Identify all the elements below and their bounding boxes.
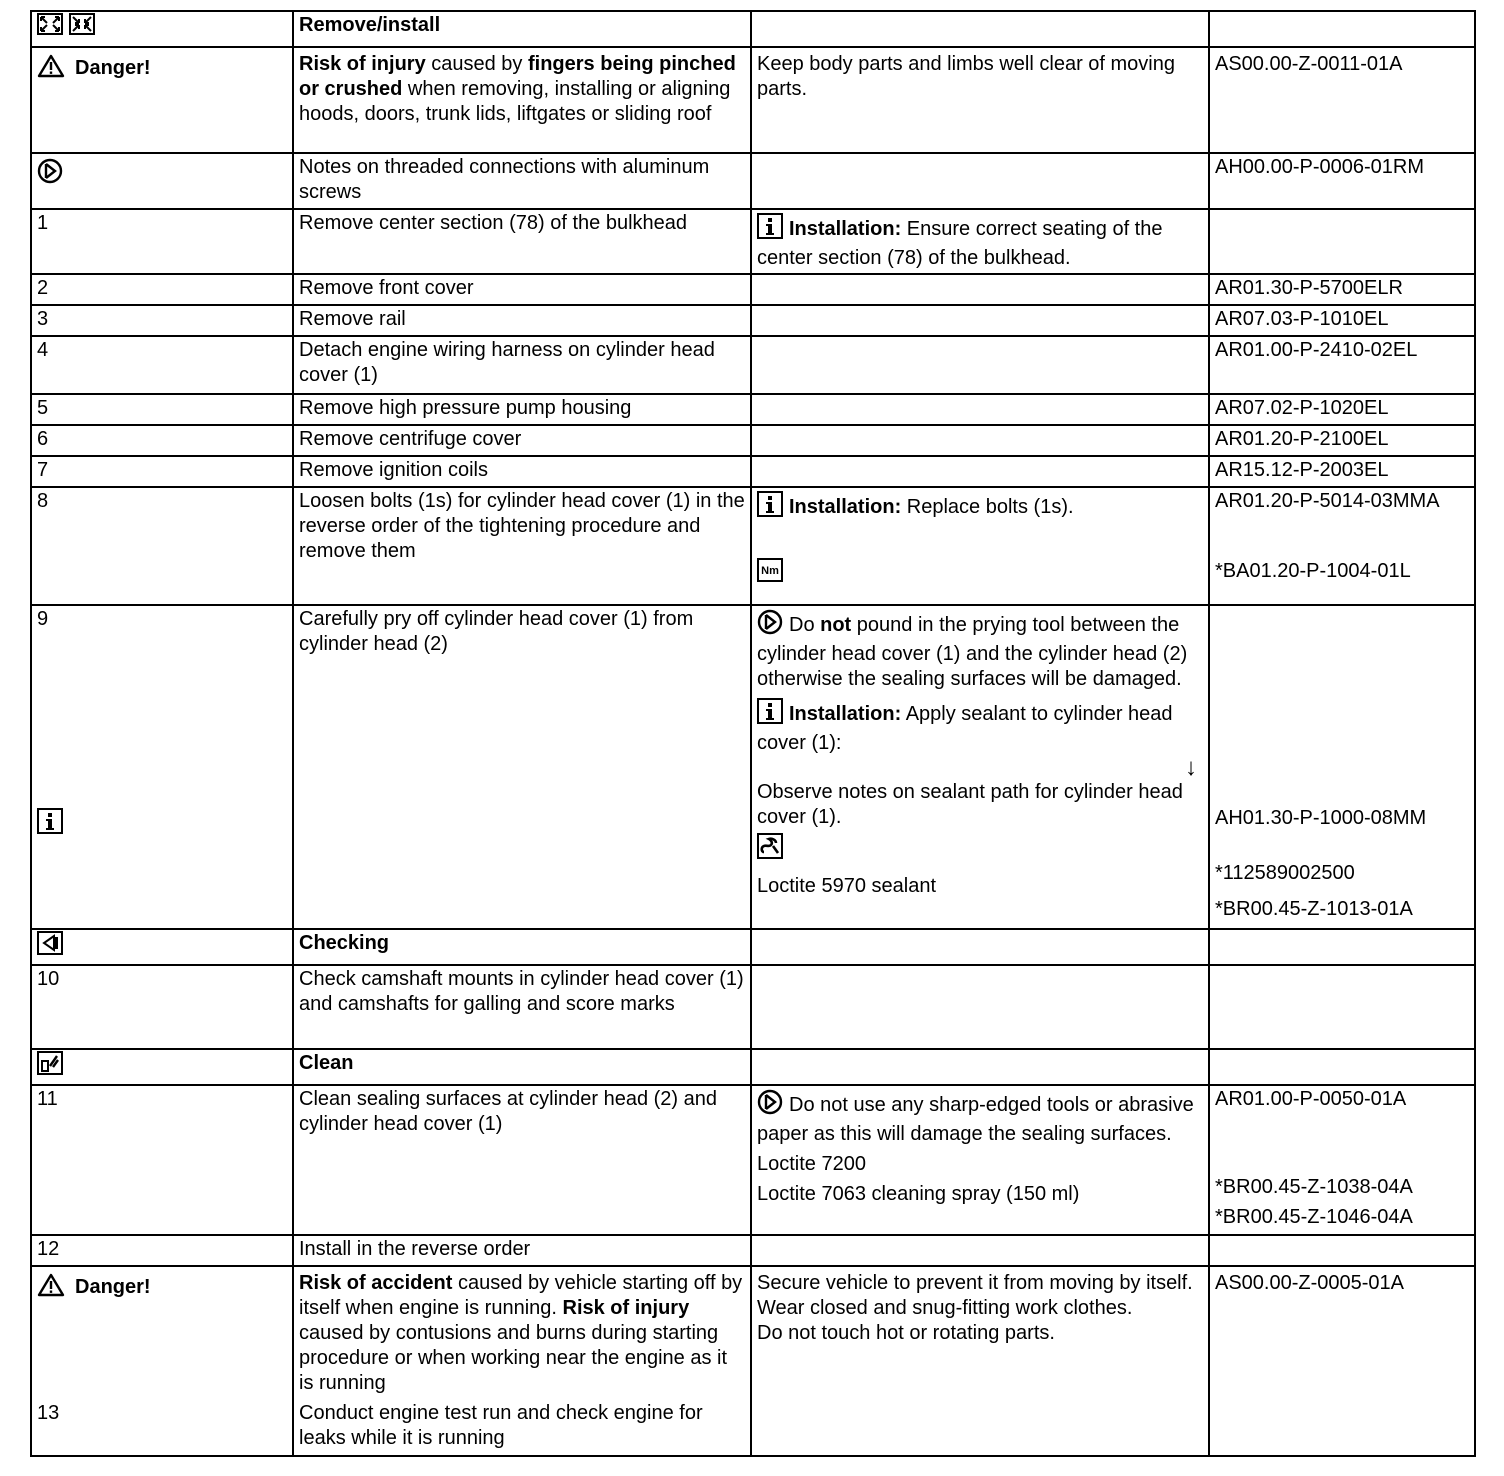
step-text: Detach engine wiring harness on cylinder head cover (1) [299,339,715,386]
reference-link[interactable]: AH01.30-P-1000-08MM [1215,807,1427,829]
special-tool-icon [757,833,783,866]
procedure-table [30,10,1476,1457]
step-text: Remove rail [299,308,406,330]
risk-heading: Risk of accident [299,1272,453,1294]
svg-text:Nm: Nm [761,565,779,577]
step-text: Install in the reverse order [299,1238,531,1260]
step-number: 7 [37,459,49,481]
risk-text: when removing, installing or aligning hoods, doors, trunk lids, liftgates or sliding roof [299,78,731,125]
reference-link[interactable]: AR07.02-P-1020EL [1215,397,1389,419]
section-title: Clean [299,1052,354,1074]
reference-link[interactable]: AS00.00-Z-0005-01A [1215,1272,1405,1294]
info-icon [757,213,783,246]
material-reference[interactable]: *BR00.45-Z-1046-04A [1215,1206,1413,1228]
table-row [31,965,1475,1049]
step-number: 6 [37,428,49,450]
reference-link[interactable]: AR01.00-P-2410-02EL [1215,339,1418,361]
table-row [31,305,1475,336]
risk-heading: Risk of injury [299,53,426,75]
step-number: 5 [37,397,49,419]
material-item: Loctite 7200 [757,1153,866,1175]
table-row [31,1235,1475,1266]
warning-triangle-icon [37,1273,65,1304]
step-number: 4 [37,339,49,361]
step-number: 2 [37,277,49,299]
info-icon [757,698,783,731]
table-row [31,11,1475,47]
table-row [31,394,1475,425]
reference-link[interactable]: AR01.00-P-0050-01A [1215,1088,1407,1110]
installation-label: Installation: [789,703,902,725]
installation-text: Replace bolts (1s). [901,496,1074,518]
note-text: Notes on threaded connections with aluminum screws [299,156,710,203]
reference-link[interactable]: AS00.00-Z-0011-01A [1215,53,1403,75]
observe-text: Observe notes on sealant path for cylinder head cover (1). [757,781,1183,828]
material-reference[interactable]: *BR00.45-Z-1038-04A [1215,1176,1413,1198]
reference-link[interactable]: AR07.03-P-1010EL [1215,308,1389,330]
arrow-down-icon: ↓ [1185,754,1197,781]
info-icon [757,491,783,524]
caution-text: Do not use any sharp-edged tools or abrasive paper as this will damage the sealing surfaces. [757,1094,1194,1145]
danger-label: Danger! [75,57,151,79]
step-number: 11 [37,1088,58,1110]
step-text: Conduct engine test run and check engine for leaks while it is running [299,1402,703,1449]
table-row [31,456,1475,487]
caution-emphasis: not [820,614,852,636]
caution-icon [757,609,783,642]
table-row [31,487,1475,605]
reference-link[interactable]: AR01.20-P-5014-03MMA [1215,490,1440,512]
install-icon [69,13,95,42]
table-row [31,47,1475,153]
torque-nm-icon [757,558,783,589]
installation-label: Installation: [789,496,902,518]
sealant-reference[interactable]: *BR00.45-Z-1013-01A [1215,898,1413,920]
table-row [31,605,1475,929]
risk-text: caused by [425,53,528,75]
caution-icon [757,1089,783,1122]
step-number: 3 [37,308,49,330]
table-row [31,1085,1475,1235]
info-icon [37,808,63,841]
tool-reference[interactable]: *112589002500 [1215,862,1355,884]
step-number: 10 [37,968,60,990]
warning-triangle-icon [37,54,65,85]
installation-label: Installation: [789,218,902,240]
table-row [31,153,1475,209]
risk-cause: fingers being pinched or crushed [299,53,736,100]
section-title: Remove/install [299,14,441,36]
table-row [31,274,1475,305]
clean-icon [37,1051,63,1082]
note-arrow-icon [37,158,63,191]
reference-link[interactable]: AR15.12-P-2003EL [1215,459,1389,481]
step-text: Carefully pry off cylinder head cover (1) from cylinder head (2) [299,608,694,655]
step-text: Remove centrifuge cover [299,428,522,450]
remove-icon [37,13,63,42]
step-number: 8 [37,490,49,512]
table-row [31,209,1475,274]
reference-link[interactable]: AR01.20-P-2100EL [1215,428,1389,450]
caution-text: pound in the prying tool between the cylinder head cover (1) and the cylinder head (2) otherwise the sealing surfaces will be damaged. [757,614,1188,690]
step-text: Remove ignition coils [299,459,488,481]
risk-text: caused by vehicle starting off by itself when engine is running. [299,1272,743,1319]
risk-heading: Risk of injury [562,1297,690,1319]
installation-text: Apply sealant to cylinder head cover (1): [757,703,1173,754]
installation-text: Ensure correct seating of the center section (78) of the bulkhead. [757,218,1163,269]
table-row [31,929,1475,965]
reference-link[interactable]: AH00.00-P-0006-01RM [1215,156,1424,178]
safety-instruction: Do not touch hot or rotating parts. [757,1322,1055,1344]
table-row [31,425,1475,456]
table-row [31,336,1475,394]
safety-instruction: Keep body parts and limbs well clear of moving parts. [757,53,1175,100]
risk-text: caused by contusions and burns during starting procedure or when working near the engine as it is running [299,1322,728,1394]
step-text: Remove front cover [299,277,474,299]
step-text: Loosen bolts (1s) for cylinder head cover (1) in the reverse order of the tightening procedure and remove them [299,490,745,562]
torque-reference[interactable]: *BA01.20-P-1004-01L [1215,560,1411,582]
sealant-name: Loctite 5970 sealant [757,875,937,897]
step-text: Remove center section (78) of the bulkhead [299,212,687,234]
safety-instruction: Secure vehicle to prevent it from moving by itself. [757,1272,1193,1294]
safety-instruction: Wear closed and snug-fitting work clothes. [757,1297,1133,1319]
checking-icon [37,931,63,962]
table-row [31,1266,1475,1456]
step-number: 9 [37,608,49,630]
step-text: Remove high pressure pump housing [299,397,632,419]
section-title: Checking [299,932,390,954]
step-number: 12 [37,1238,60,1260]
material-item: Loctite 7063 cleaning spray (150 ml) [757,1183,1080,1205]
step-number: 13 [37,1402,60,1424]
reference-link[interactable]: AR01.30-P-5700ELR [1215,277,1403,299]
caution-text: Do [789,614,821,636]
table-row [31,1049,1475,1085]
danger-label: Danger! [75,1276,151,1298]
step-number: 1 [37,212,49,234]
step-text: Clean sealing surfaces at cylinder head (2) and cylinder head cover (1) [299,1088,718,1135]
step-text: Check camshaft mounts in cylinder head cover (1) and camshafts for galling and score marks [299,968,744,1015]
